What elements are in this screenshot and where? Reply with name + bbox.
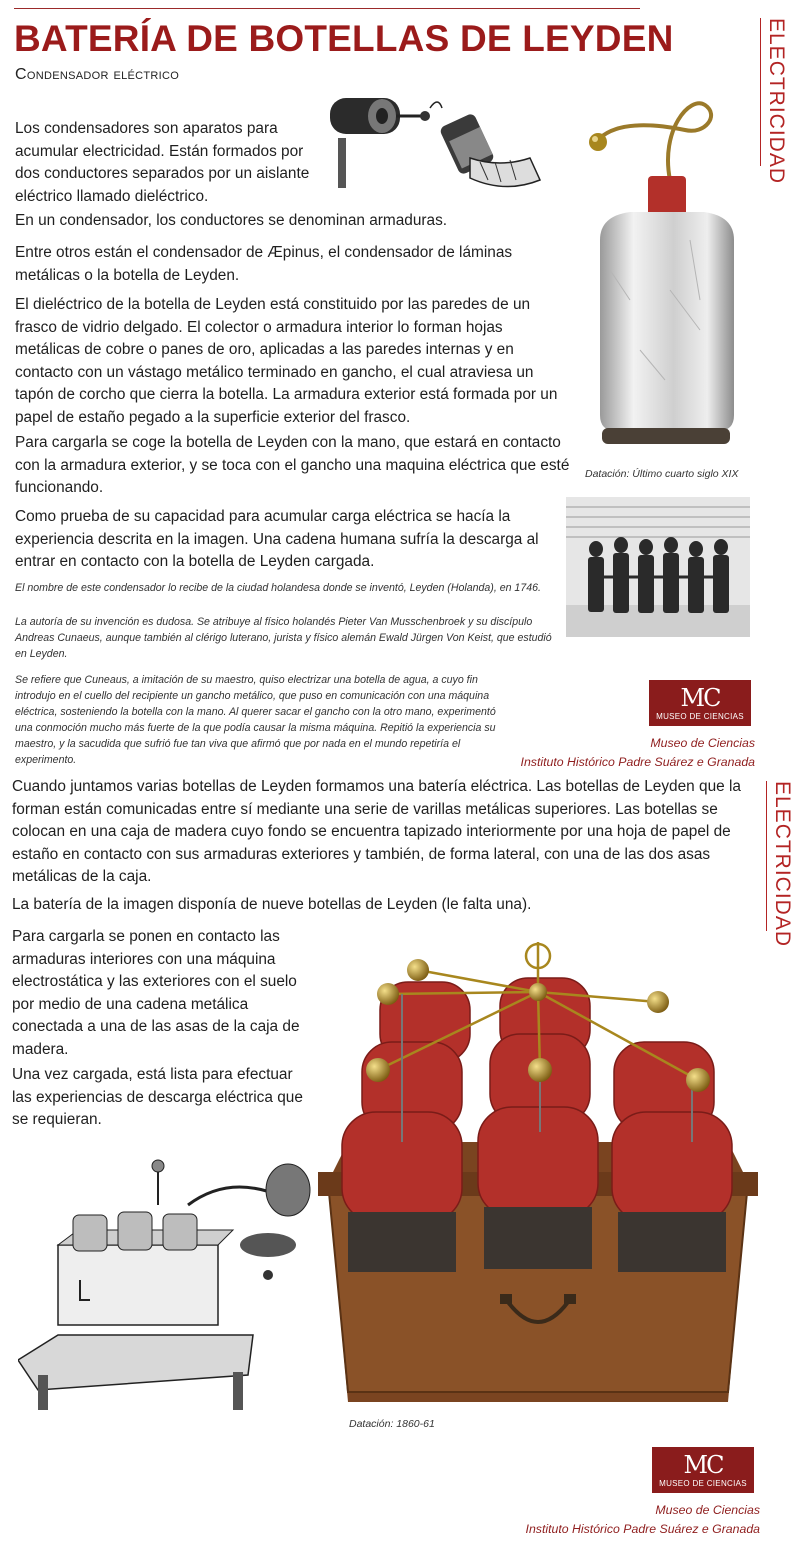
paragraph-battery: Cuando juntamos varias botellas de Leyden formamos una batería eléctrica. Las botellas de Leyden que la forman están comunicadas entre sí mediante una serie de varillas metálicas superiores. Las botellas se colocan en una caja de madera cuyo fondo se encuentra tapizado interiormente por una hoja de papel de estaño en contacto con sus armaduras exteriores y también, de forma lateral, con una de las dos asas metálicas de la caja. xyxy=(12,778,741,885)
paragraph-dielectric: El dieléctrico de la botella de Leyden está constituido por las paredes de un frasco de vidrio delgado. El colector o armadura interior lo forman hojas metálicas de cobre o panes de oro, aplicadas a las paredes internas y en contacto con un vástago metálico terminado en gancho, el cual atraviesa un tapón de corcho que cierra la botella. La armadura exterior está formada por un papel de estaño pegado a la superficie exterior del frasco. xyxy=(15,296,558,426)
museum-institute: Instituto Histórico Padre Suárez e Granada xyxy=(525,1522,760,1536)
engraving-human-chain xyxy=(566,497,750,637)
paragraph-intro: Los condensadores son aparatos para acumular electricidad. Están formados por dos conductores separados por un aislante eléctrico llamado dieléctrico. xyxy=(15,120,310,205)
header-rule xyxy=(14,8,640,9)
paragraph-experiment: Como prueba de su capacidad para acumular carga eléctrica se hacía la experiencia descrita en la imagen. Una cadena humana sufría la descarga al entrar en contacto con la botella de Leyden cargada. xyxy=(15,508,539,570)
battery-photo xyxy=(318,922,758,1404)
page-title: BATERÍA DE BOTELLAS DE LEYDEN xyxy=(14,18,674,59)
logo-mark: MC xyxy=(683,1450,723,1479)
engraving-battery-table xyxy=(18,1150,316,1410)
museum-credit-bottom xyxy=(526,1501,760,1539)
caption-jar: Datación: Último cuarto siglo XIX xyxy=(585,468,739,480)
paragraph-charging-battery: Para cargarla se ponen en contacto las armaduras interiores con una máquina electrostática y las exteriores con el suelo por medio de una cadena metálica conectada a una de las asas de la caja de madera. xyxy=(12,928,300,1058)
logo-text: MUSEO DE CIENCIAS xyxy=(659,1478,747,1488)
paragraph-nine-jars: La batería de la imagen disponía de nueve botellas de Leyden (le falta una). xyxy=(12,896,532,913)
logo-mark: MC xyxy=(680,683,720,712)
paragraph-armaduras: En un condensador, los conductores se denominan armaduras. xyxy=(15,212,448,229)
museum-name: Museo de Ciencias xyxy=(650,736,755,750)
museum-credit-top xyxy=(521,734,755,772)
note-authorship: La autoría de su invención es dudosa. Se atribuye al físico holandés Pieter Van Musschenbroek y su discípulo Andreas Cunaeus, aunque también al clérigo luterano, jurista y físico alemán Ewald Jürgen Von Keist, que estudió en Leyden. xyxy=(15,616,552,660)
side-rule xyxy=(766,781,767,931)
logo-text: MUSEO DE CIENCIAS xyxy=(656,711,744,721)
museum-logo xyxy=(652,1447,754,1493)
museum-institute: Instituto Histórico Padre Suárez e Granada xyxy=(520,755,755,769)
side-label-top: ELECTRICIDAD xyxy=(765,18,788,185)
museum-logo xyxy=(649,680,751,726)
paragraph-charging: Para cargarla se coge la botella de Leyden con la mano, que estará en contacto con la armadura exterior, y se toca con el gancho una maquina eléctrica que esté funcionando. xyxy=(15,434,570,496)
jar-cork-cap xyxy=(648,176,686,216)
note-cuneaus: Se refiere que Cuneaus, a imitación de su maestro, quiso electrizar una botella de agua, a cuyo fin introdujo en el cuello del recipiente un gancho metálico, que puso en comunicación con una máquina eléctrica, sosteniendo la botella con la mano. Al querer sacar el gancho con la otro mano, experimentó una conmoción mucho más fuerte de la que podía causar la misma máquina. Repitió la experiencia su maestro, y la sacudida que sufrió fue tan viva que afirmó que por nada en el mundo repetiría el experimento. xyxy=(15,674,496,766)
note-name-origin: El nombre de este condensador lo recibe de la ciudad holandesa donde se inventó, Leyden (Holanda), en 1746. xyxy=(15,582,541,594)
paragraph-types: Entre otros están el condensador de Æpinus, el condensador de láminas metálicas o la botella de Leyden. xyxy=(15,244,513,284)
engraving-hand-jar xyxy=(330,88,552,198)
page-subtitle: Condensador eléctrico xyxy=(15,66,180,83)
museum-name: Museo de Ciencias xyxy=(655,1503,760,1517)
caption-battery: Datación: 1860-61 xyxy=(349,1418,435,1430)
paragraph-ready: Una vez cargada, está lista para efectuar las experiencias de descarga eléctrica que se requieran. xyxy=(12,1066,303,1128)
leyden-jar-photo xyxy=(580,90,750,460)
side-label-bottom: ELECTRICIDAD xyxy=(771,781,794,948)
side-rule xyxy=(760,18,761,166)
